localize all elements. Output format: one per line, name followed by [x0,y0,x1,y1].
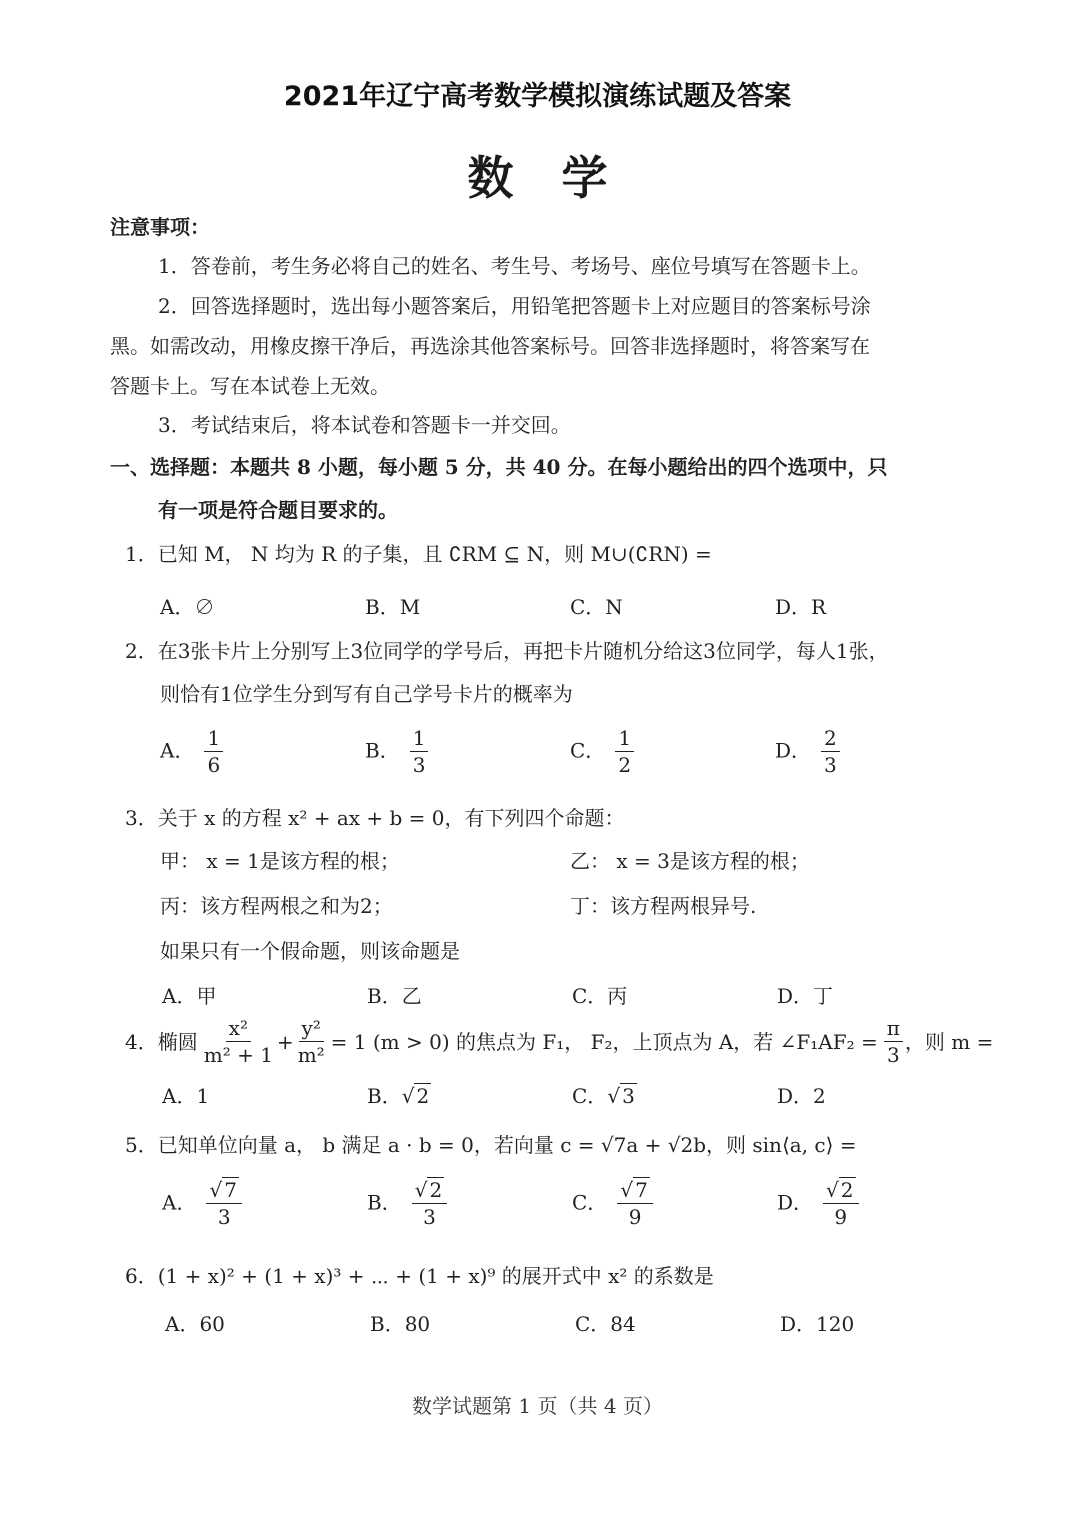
q2-option-d [775,728,840,776]
notice-heading: 注意事项： [110,215,210,239]
q4-option-d: D．2 [777,1084,826,1108]
page-footer: 数学试题第 1 页（共 4 页） [412,1394,663,1418]
q4-lead: 4．椭圆 [125,1030,198,1054]
section-heading: 一、选择题：本题共 8 小题，每小题 5 分，共 40 分。在每小题给出的四个选项中，只 [110,455,888,479]
q2-option-c-label: C． [570,738,606,763]
sqrt [402,1086,431,1106]
fraction-numerator: 1 [410,728,429,752]
sqrt [607,1086,636,1106]
notice-item: 2．回答选择题时，选出每小题答案后，用铅笔把答题卡上对应题目的答案标号涂 [158,294,871,318]
fraction-numerator [412,1180,447,1204]
fraction-numerator: 1 [615,728,634,752]
q1-option-c: C．N [570,595,623,619]
radicand: 7 [224,1178,237,1202]
fraction-numerator [823,1180,858,1204]
question-2-stem-cont: 则恰有1位学生分到写有自己学号卡片的概率为 [160,682,573,706]
q5-option-c [572,1180,653,1228]
q5-option-c-label: C． [572,1190,608,1215]
q4-option-a: A．1 [162,1084,210,1108]
q2-option-b [365,728,428,776]
q4-plus: + [276,1030,294,1054]
fraction-denominator: 3 [824,753,837,777]
q5-option-d [777,1180,859,1228]
q4-mid: = 1 (m > 0) 的焦点为 F₁， F₂，上顶点为 A，若 ∠F₁AF₂ = [330,1030,878,1054]
q2-option-a [160,728,223,776]
sqrt-sign: √ [414,1178,428,1202]
q3-option-a: A．甲 [162,984,217,1008]
q4-option-b-label: B． [367,1084,402,1108]
q6-option-c: C．84 [575,1312,636,1336]
q2-option-c [570,728,634,776]
fraction-numerator: 2 [821,728,840,752]
fraction-denominator: 3 [886,1043,900,1067]
q5-option-b [367,1180,447,1228]
notice-item: 1．答卷前，考生务必将自己的姓名、考生号、考场号、座位号填写在答题卡上。 [158,254,871,278]
q6-option-d: D．120 [780,1312,855,1336]
q5-option-d-label: D． [777,1190,814,1215]
question-6-stem: 6．(1 + x)² + (1 + x)³ + ⋯ + (1 + x)⁹ 的展开式中 x² 的系数是 [125,1264,714,1288]
q4-option-c [572,1086,637,1106]
q4-tail: ，则 m = [904,1030,994,1054]
notice-item: 黑。如需改动，用橡皮擦干净后，再选涂其他答案标号。回答非选择题时，将答案写在 [110,334,870,358]
radicand: 2 [416,1084,430,1108]
fraction-numerator: 1 [204,728,223,752]
fraction-denominator: 9 [628,1205,642,1229]
sqrt-sign: √ [620,1178,634,1202]
q3-proposition-jia: 甲： x = 1是该方程的根； [160,849,400,873]
q6-option-b: B．80 [370,1312,431,1336]
q3-option-d: D．丁 [777,984,834,1008]
q3-option-b: B．乙 [367,984,422,1008]
sqrt-sign: √ [209,1178,223,1202]
fraction-denominator: 6 [207,753,221,777]
q6-option-a: A．60 [165,1312,225,1336]
question-2-stem: 2．在3张卡片上分别写上3位同学的学号后，再把卡片随机分给这3位同学，每人1张， [125,639,889,663]
sqrt-sign: √ [607,1084,621,1108]
q4-option-b [367,1086,431,1106]
question-3-stem: 3．关于 x 的方程 x² + ax + b = 0，有下列四个命题： [125,806,625,830]
q5-option-a [162,1180,242,1228]
q3-option-c: C．丙 [572,984,628,1008]
fraction-numerator: π [884,1018,903,1042]
sqrt-sign: √ [401,1084,415,1108]
notice-item: 3．考试结束后，将本试卷和答题卡一并交回。 [158,413,571,437]
q2-option-b-label: B． [365,738,400,763]
fraction-denominator: 2 [618,753,632,777]
document-title: 2021年辽宁高考数学模拟演练试题及答案 [283,81,792,112]
q5-option-b-label: B． [367,1190,402,1215]
notice-item: 答题卡上。写在本试卷上无效。 [110,374,390,398]
radicand: 2 [840,1178,854,1202]
q3-proposition-yi: 乙： x = 3是该方程的根； [570,849,810,873]
q1-option-a: A．∅ [160,595,215,619]
fraction-denominator: m² + 1 [203,1043,273,1067]
q5-option-a-label: A． [162,1190,197,1215]
radicand: 2 [429,1178,443,1202]
q3-question: 如果只有一个假命题，则该命题是 [160,939,460,963]
fraction-numerator [206,1180,241,1204]
sqrt-sign: √ [826,1178,839,1202]
fraction-numerator [617,1180,652,1204]
q2-option-d-label: D． [775,738,812,763]
radicand: 7 [635,1178,648,1202]
subject-heading: 数学 [467,151,656,205]
fraction-numerator: x² [226,1018,251,1042]
q1-option-b: B．M [365,595,421,619]
question-5-stem: 5．已知单位向量 a， b 满足 a · b = 0，若向量 c = √7a + √2b，则 sin⟨a, c⟩ = [125,1133,857,1157]
fraction-denominator: m² [297,1043,325,1067]
q3-proposition-bing: 丙：该方程两根之和为2； [160,894,393,918]
q3-proposition-ding: 丁：该方程两根异号. [570,894,757,918]
radicand: 3 [622,1084,635,1108]
fraction-denominator: 3 [423,1205,436,1229]
question-1-stem: 1．已知 M， N 均为 R 的子集，且 ∁RM ⊆ N，则 M∪(∁RN) = [125,542,712,566]
question-4-stem [125,1018,993,1066]
fraction-denominator: 9 [834,1205,848,1229]
fraction-numerator: y² [299,1018,324,1042]
fraction-denominator: 3 [412,753,426,777]
fraction-denominator: 3 [217,1205,231,1229]
q1-option-d: D．R [775,595,827,619]
section-heading-cont: 有一项是符合题目要求的。 [158,498,398,522]
q2-option-a-label: A． [160,738,195,763]
q4-option-c-label: C． [572,1084,608,1108]
